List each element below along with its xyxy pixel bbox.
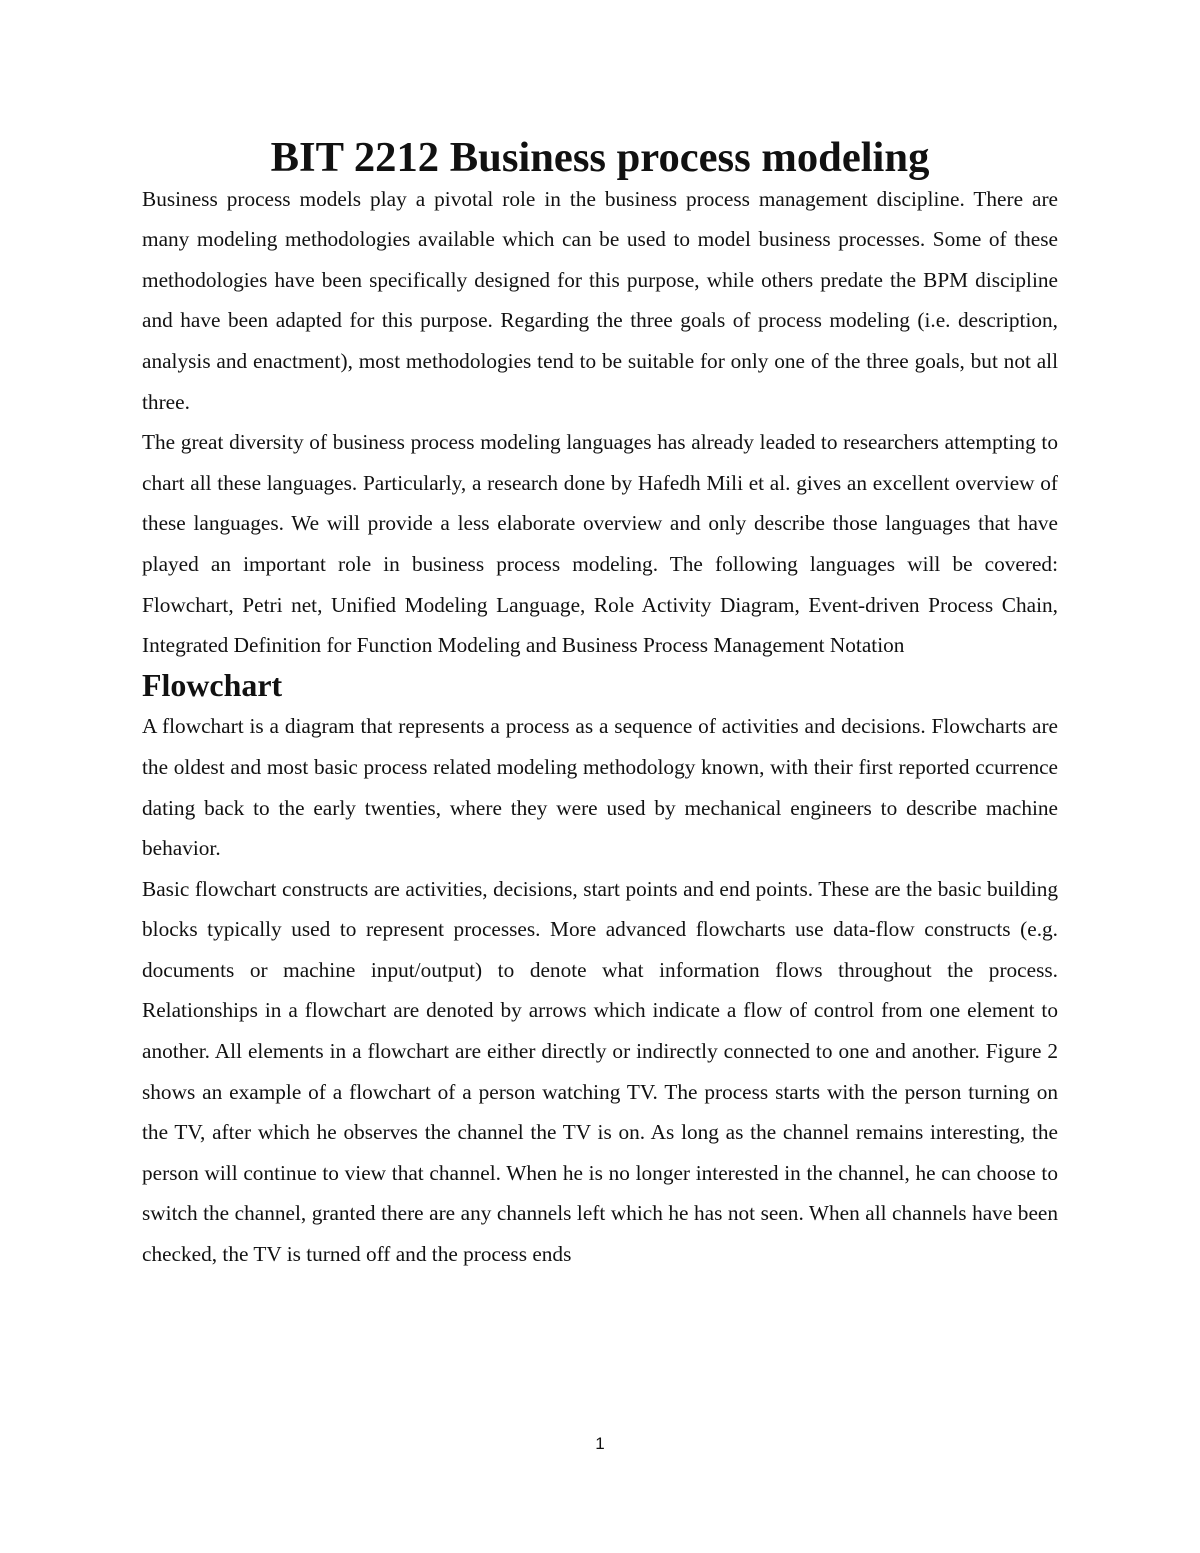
document-body	[142, 134, 1058, 1275]
document-title: BIT 2212 Business process modeling	[270, 134, 930, 181]
section-heading-flowchart: Flowchart	[142, 667, 283, 703]
intro-paragraph-2: The great diversity of business process modeling languages has already leaded to researchers attempting to chart all these languages. Particularly, a research done by Hafedh Mili et al. gives an excellent overview of these languages. We will provide a less elaborate overview and only describe those languages that have played an important role in business process modeling. The following languages will be covered: Flowchart, Petri net, Unified Modeling Language, Role Activity Diagram, Event-driven Process Chain, Integrated Definition for Function Modeling and Business Process Management Notation	[142, 430, 1058, 658]
intro-paragraph-1: Business process models play a pivotal role in the business process management discipline. There are many modeling methodologies available which can be used to model business processes. Some of these methodologies have been specifically designed for this purpose, while others predate the BPM discipline and have been adapted for this purpose. Regarding the three goals of process modeling (i.e. description, analysis and enactment), most methodologies tend to be suitable for only one of the three goals, but not all three.	[142, 186, 1058, 414]
flowchart-paragraph-2: Basic flowchart constructs are activities, decisions, start points and end points. These are the basic building blocks typically used to represent processes. More advanced flowcharts use data-flow constructs (e.g. documents or machine input/output) to denote what information flows throughout the process. Relationships in a flowchart are denoted by arrows which indicate a flow of control from one element to another. All elements in a flowchart are either directly or indirectly connected to one and another. Figure 2 shows an example of a flowchart of a person watching TV. The process starts with the person turning on the TV, after which he observes the channel the TV is on. As long as the channel remains interesting, the person will continue to view that channel. When he is no longer interested in the channel, he can choose to switch the channel, granted there are any channels left which he has not seen. When all channels have been checked, the TV is turned off and the process ends	[142, 876, 1058, 1267]
page-number: 1	[595, 1434, 605, 1453]
flowchart-paragraph-1: A flowchart is a diagram that represents a process as a sequence of activities and decisions. Flowcharts are the oldest and most basic process related modeling methodology known, with their first reported ccurrence dating back to the early twenties, where they were used by mechanical engineers to describe machine behavior.	[142, 714, 1058, 861]
